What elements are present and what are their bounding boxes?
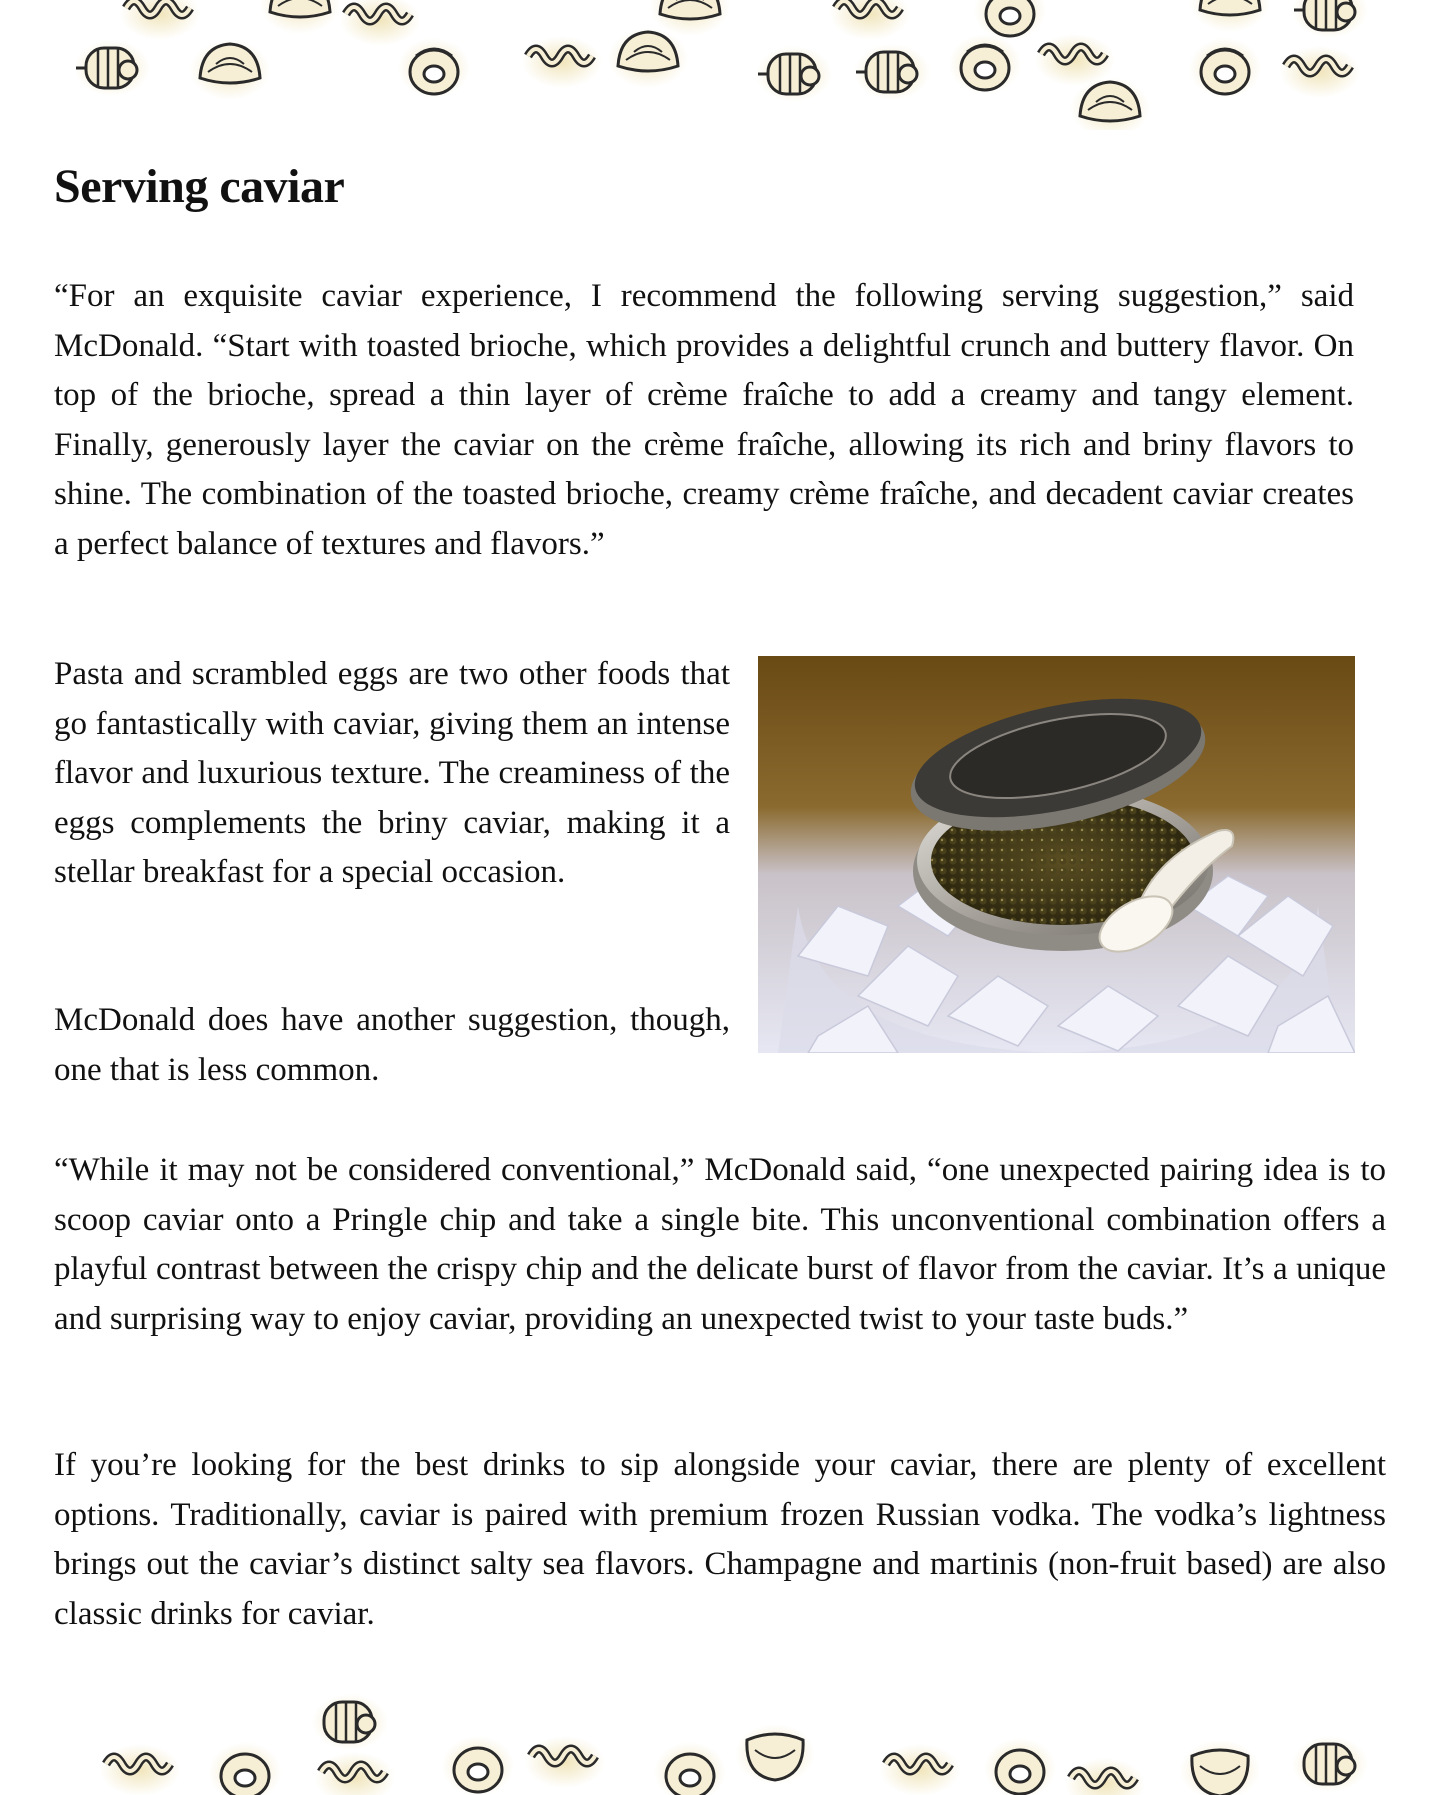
paragraph-pasta-and-eggs: Pasta and scrambled eggs are two other foods that go fantastically with caviar, giving them an intense flavor and luxurious texture. The creaminess of the eggs complements the briny caviar, making it a stellar breakfast for a special occasion.: [54, 656, 730, 890]
pasta-shapes-icon: [0, 1690, 1440, 1795]
paragraph-another-suggestion: McDonald does have another suggestion, though, one that is less common.: [54, 1002, 730, 1088]
caviar-photo: [758, 656, 1355, 1053]
bottom-pasta-border: [0, 1690, 1440, 1795]
paragraph-pringle-pairing: “While it may not be considered conventional,” McDonald said, “one unexpected pairing idea is to scoop caviar onto a Pringle chip and take a single bite. This unconventional combination offers a playful contrast between the crispy chip and the delicate burst of flavor from the caviar. It’s a unique and surprising way to enjoy caviar, providing an unexpected twist to your taste buds.”: [54, 1152, 1386, 1337]
pasta-shapes-icon: [0, 0, 1440, 130]
caviar-tin-on-ice-icon: [758, 656, 1355, 1053]
article-title: Serving caviar: [54, 160, 345, 213]
paragraph-drinks: If you’re looking for the best drinks to sip alongside your caviar, there are plenty of excellent options. Traditionally, caviar is paired with premium frozen Russian vodka. The vodka’s lightness brings out the caviar’s distinct salty sea flavors. Champagne and martinis (non-fruit based) are also classic drinks for caviar.: [54, 1447, 1386, 1632]
top-pasta-border: [0, 0, 1440, 130]
paragraph-serving-suggestion: “For an exquisite caviar experience, I recommend the following serving suggestion,” said McDonald. “Start with toasted brioche, which provides a delightful crunch and buttery flavor. On top of the brioche, spread a thin layer of crème fraîche to add a creamy and tangy element. Finally, generously layer the caviar on the crème fraîche, allowing its rich and briny flavors to shine. The combination of the toasted brioche, creamy crème fraîche, and decadent caviar creates a perfect balance of textures and flavors.”: [54, 278, 1354, 562]
